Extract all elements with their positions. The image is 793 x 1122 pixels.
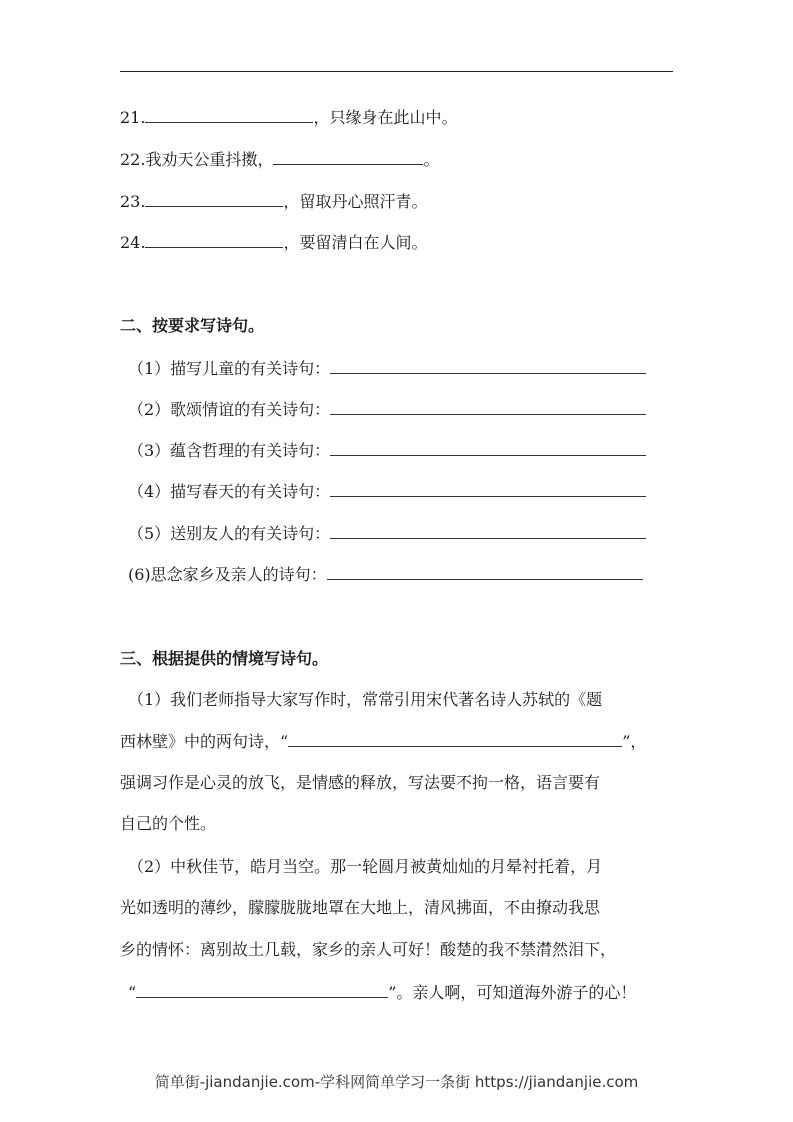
q2-text: ”。亲人啊，可知道海外游子的心！: [388, 983, 637, 1002]
answer-blank[interactable]: [273, 149, 423, 165]
item-label: （1）描写儿童的有关诗句：: [128, 359, 331, 378]
q2-line-2: 光如透明的薄纱，朦朦胧胧地罩在大地上，清风拂面，不由撩动我思: [120, 898, 601, 917]
answer-blank[interactable]: [288, 731, 622, 747]
section-2-item: [128, 399, 646, 420]
q1-line-1: （1）我们老师指导大家写作时，常常引用宋代著名诗人苏轼的《题: [128, 690, 603, 709]
section-2-item: [128, 440, 646, 461]
answer-blank[interactable]: [330, 523, 646, 539]
answer-blank[interactable]: [330, 440, 646, 456]
section-2-item: [128, 481, 646, 502]
q2-line-4: [128, 982, 684, 1003]
question-number: 22.: [120, 150, 146, 169]
q1-line-4: 自己的个性。: [120, 814, 217, 833]
answer-blank[interactable]: [327, 564, 643, 580]
item-label: （3）蕴含哲理的有关诗句：: [128, 441, 331, 460]
page-footer: 简单街-jiandanjie.com-学科网简单学习一条街 https://jiandanjie.com: [154, 1073, 639, 1091]
item-label: （2）歌颂情谊的有关诗句：: [128, 400, 331, 419]
item-label: (6)思念家乡及亲人的诗句：: [128, 565, 327, 584]
section-2-item: [128, 523, 646, 544]
question-21: [120, 107, 457, 128]
question-number: 23.: [120, 192, 146, 211]
header-rule: [120, 71, 673, 72]
question-23: [120, 191, 427, 212]
item-label: （4）描写春天的有关诗句：: [128, 482, 331, 501]
answer-blank[interactable]: [136, 982, 388, 998]
q1-text: ”，: [622, 732, 647, 751]
section-2-item: [128, 358, 646, 379]
section-2-title: 二、按要求写诗句。: [120, 316, 265, 335]
question-text: ，留取丹心照汗青。: [283, 192, 428, 211]
question-text: 。: [423, 150, 440, 169]
q2-line-1: （2）中秋佳节，皓月当空。那一轮圆月被黄灿灿的月晕衬托着，月: [128, 857, 603, 876]
answer-blank[interactable]: [145, 107, 313, 123]
question-text: ，只缘身在此山中。: [313, 108, 458, 127]
question-number: 21.: [120, 108, 146, 127]
q2-line-3: 乡的情怀：离别故土几载，家乡的亲人可好！酸楚的我不禁潸然泪下，: [120, 940, 617, 959]
question-text: 我劝天公重抖擞，: [145, 150, 274, 169]
q2-text: “: [128, 983, 137, 1002]
section-3-title: 三、根据提供的情境写诗句。: [120, 649, 329, 668]
question-22: [120, 149, 439, 170]
question-24: [120, 232, 427, 253]
answer-blank[interactable]: [145, 232, 283, 248]
answer-blank[interactable]: [145, 191, 283, 207]
question-text: ，要留清白在人间。: [283, 233, 428, 252]
q1-text: 西林壁》中的两句诗，“: [120, 732, 289, 751]
answer-blank[interactable]: [330, 399, 646, 415]
q1-line-3: 强调习作是心灵的放飞，是情感的释放，写法要不拘一格，语言要有: [120, 773, 601, 792]
q1-line-2: [120, 731, 676, 752]
question-number: 24.: [120, 233, 146, 252]
section-2-item: [128, 564, 643, 585]
item-label: （5）送别友人的有关诗句：: [128, 524, 331, 543]
answer-blank[interactable]: [330, 358, 646, 374]
answer-blank[interactable]: [330, 481, 646, 497]
